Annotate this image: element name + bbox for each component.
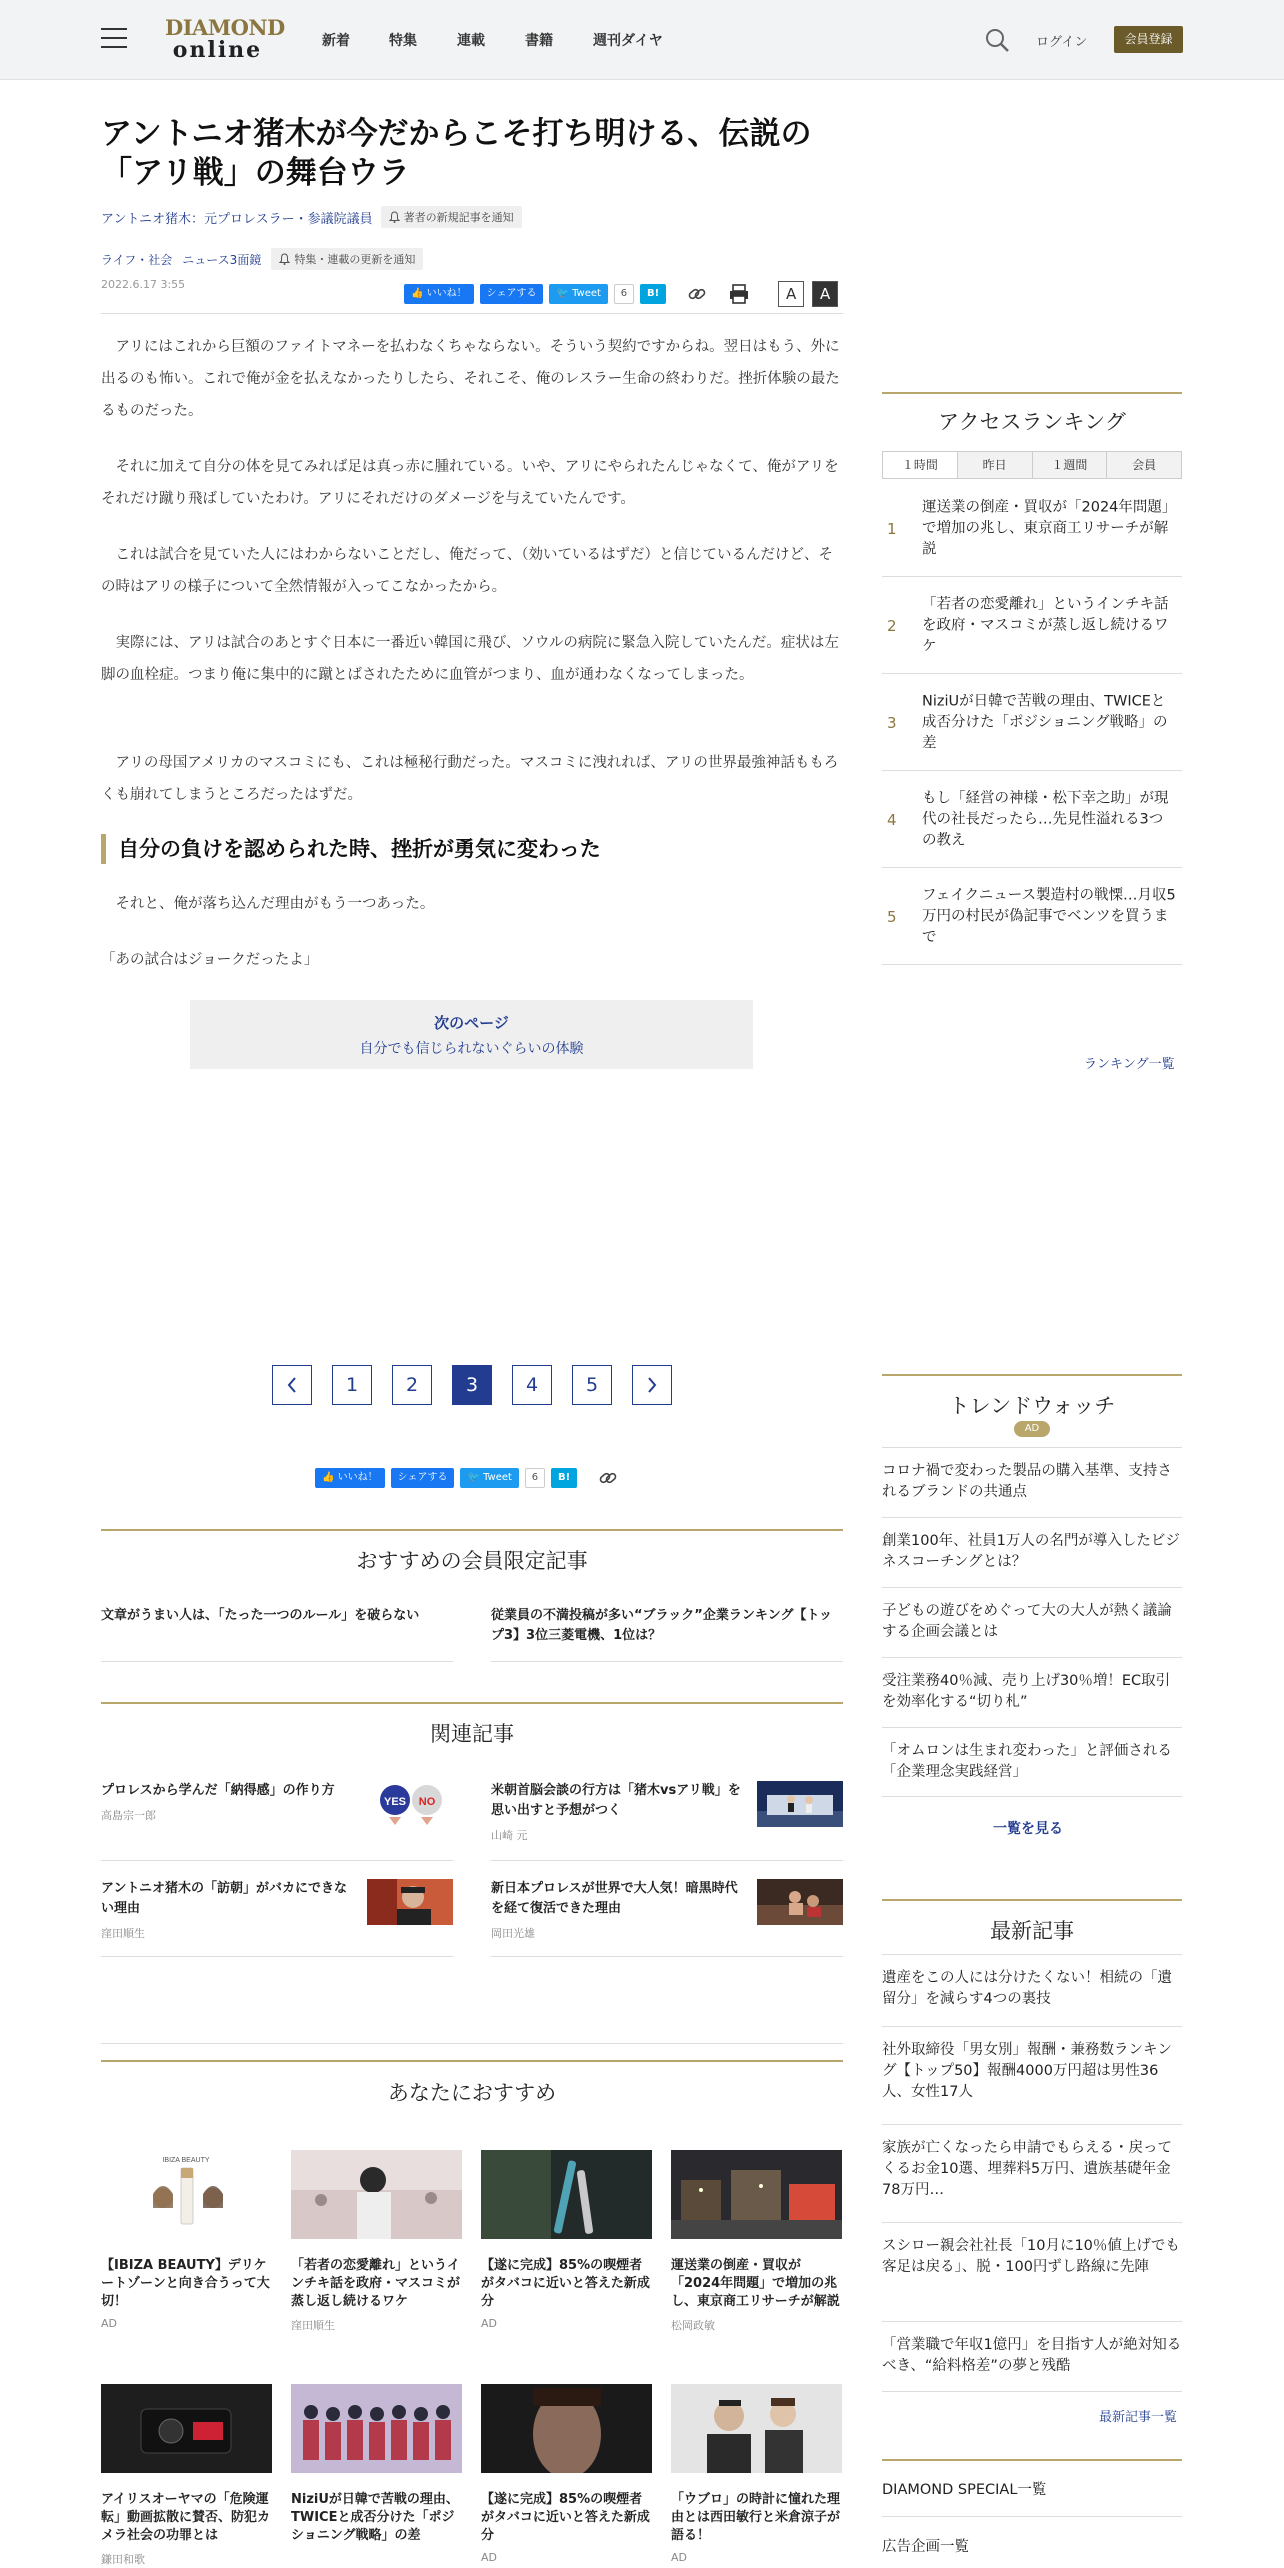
- trend-item[interactable]: 「オムロンは生まれ変わった」と評価される「企業理念実践経営」: [882, 1743, 1172, 1780]
- ranking-item[interactable]: [882, 675, 1182, 771]
- divider: [882, 2124, 1182, 2125]
- ranking-number: 5: [887, 908, 897, 926]
- like-label: いいね！: [337, 1472, 378, 1483]
- ad-features-link[interactable]: 広告企画一覧: [882, 2539, 969, 2555]
- divider: [882, 1517, 1182, 1518]
- divider: [101, 1860, 453, 1861]
- hatena-bookmark-button[interactable]: B!: [640, 284, 666, 304]
- tweet-label: Tweet: [483, 1472, 512, 1483]
- divider: [882, 1796, 1182, 1797]
- link-icon[interactable]: [597, 1467, 619, 1489]
- related-title: 関連記事: [430, 1722, 514, 1746]
- logo-line2: online: [172, 37, 263, 63]
- font-size-large-button[interactable]: A: [812, 281, 838, 307]
- print-icon[interactable]: [728, 283, 750, 305]
- recommend-card-meta: AD: [481, 2317, 497, 2330]
- next-page-button[interactable]: [632, 1365, 672, 1405]
- section-divider: [882, 1374, 1182, 1376]
- tweet-count: 6: [525, 1468, 545, 1488]
- dashcam-image: [101, 2384, 272, 2473]
- paragraph: 実際には、アリは試合のあとすぐ日本に一番近い韓国に飛び、ソウルの病院に緊急入院していたんだ。症状は左脚の血栓症。つまり俺に集中的に蹴とばされたために血管がつまり、血が通わなくなってしまった。: [101, 635, 839, 683]
- street-photo: [291, 2150, 462, 2239]
- related-item[interactable]: [491, 1781, 843, 1843]
- author-notify-button[interactable]: [381, 206, 522, 228]
- ranking-item[interactable]: [882, 481, 1182, 577]
- category-link-news[interactable]: ニュース3面鏡: [182, 252, 262, 267]
- ranking-item[interactable]: [882, 869, 1182, 965]
- related-item-author: 岡田光雄: [491, 1927, 535, 1940]
- recommend-card-meta: AD: [101, 2317, 117, 2330]
- section-divider: [882, 2459, 1182, 2461]
- paragraph: それと、俺が落ち込んだ理由がもう一つあった。: [101, 896, 435, 912]
- recommend-card-title: アイリスオーヤマの「危険運転」動画拡散に賛否、防犯カメラ社会の功罪とは: [101, 2492, 271, 2543]
- recommend-card-meta: AD: [671, 2551, 687, 2564]
- font-size-small-button[interactable]: A: [778, 281, 804, 307]
- ranking-item-title: もし「経営の神様・松下幸之助」が現代の社長だったら…先見性溢れる3つの教え: [922, 790, 1169, 848]
- login-link[interactable]: ログイン: [1036, 35, 1088, 50]
- ad-badge: AD: [1014, 1421, 1050, 1437]
- bird-icon: 🐦: [467, 1472, 484, 1483]
- divider: [101, 313, 843, 314]
- latest-item[interactable]: 遺産をこの人には分けたくない！相続の「遺留分」を減らす4つの裏技: [882, 1970, 1172, 2007]
- recommend-card-title: 「ウブロ」の時計に憧れた理由とは西田敏行と米倉涼子が語る！: [671, 2492, 841, 2543]
- recommend-card[interactable]: [101, 2384, 272, 2567]
- recommend-card-title: 「若者の恋愛離れ」というインチキ話を政府・マスコミが蒸し返し続けるワケ: [291, 2258, 461, 2309]
- member-recs-title: おすすめの会員限定記事: [356, 1549, 588, 1573]
- ranking-more-link[interactable]: ランキング一覧: [1084, 1057, 1175, 1072]
- ranking-item-title: 運送業の倒産・買収が「2024年問題」で増加の兆し、東京商工リサーチが解説: [922, 499, 1177, 557]
- related-item[interactable]: [101, 1781, 453, 1823]
- wrestling-photo: [757, 1781, 843, 1827]
- tweet-button[interactable]: [460, 1468, 519, 1488]
- next-page-link[interactable]: [190, 1000, 753, 1069]
- paragraph: アリにはこれから巨額のファイトマネーを払わなくちゃならない。そういう契約ですからね。翌日はもう、外に出るのも怖い。これで俺が金を払えなかったりしたら、それこそ、俺のレスラー生命の終わりだ。挫折体験の最たるものだった。: [101, 339, 840, 419]
- paragraph: それに加えて自分の体を見てみれば足は真っ赤に腫れている。いや、アリにやられたんじゃなくて、俺がアリをそれだけ蹴り飛ばしていたわけ。アリにそれだけのダメージを与えていたんです。: [101, 459, 839, 507]
- divider: [882, 2516, 1182, 2517]
- menu-icon[interactable]: [101, 28, 127, 50]
- card-image-text: IBIZA BEAUTY: [162, 2157, 210, 2164]
- divider: [491, 1661, 843, 1662]
- group-photo: [291, 2384, 462, 2473]
- share-bar-top: [404, 281, 838, 307]
- bell-icon: [279, 253, 290, 265]
- page-button-4[interactable]: 4: [512, 1365, 552, 1405]
- nav-books[interactable]: 書籍: [525, 33, 553, 49]
- nav-new[interactable]: 新着: [322, 33, 350, 49]
- related-item-title: 米朝首脳会談の行方は「猪木vsアリ戦」を思い出すと予想がつく: [491, 1783, 741, 1818]
- divider: [882, 1954, 1182, 1955]
- author-notify-label: 著者の新規記事を通知: [403, 211, 514, 224]
- recommend-card-title: NiziUが日韓で苦戦の理由、TWICEと成否分けた「ポジショニング戦略」の差: [291, 2492, 459, 2543]
- divider: [882, 1587, 1182, 1588]
- recommend-card-meta: 松岡政敏: [671, 2319, 715, 2332]
- yes-no-image: [367, 1781, 453, 1827]
- recommend-card[interactable]: [101, 2150, 272, 2330]
- ranking-item-title: 「若者の恋愛離れ」というインチキ話を政府・マスコミが蒸し返し続けるワケ: [922, 596, 1169, 654]
- chevron-left-icon: [285, 1366, 299, 1404]
- share-bar-bottom: [315, 1467, 619, 1489]
- related-item[interactable]: [101, 1879, 453, 1941]
- latest-item[interactable]: スシロー親会社社長「10月に10％値上げでも客足は戻る」、脱・100円ずし路線に先陣: [882, 2238, 1180, 2275]
- latest-item[interactable]: 「営業職で年収1億円」を目指す人が絶対知るべき、“給料格差”の夢と残酷: [882, 2337, 1182, 2374]
- section-divider: [101, 2060, 843, 2062]
- portrait-photo: [367, 1879, 453, 1925]
- section-heading: 自分の負けを認められた時、挫折が勇気に変わった: [101, 834, 843, 864]
- recommend-card[interactable]: [671, 2150, 842, 2333]
- tweet-count: 6: [614, 284, 634, 304]
- ranking-number: 3: [887, 714, 897, 732]
- ranking-item-title: フェイクニュース製造村の戦慄…月収5万円の村民が偽記事でベンツを買うまで: [922, 887, 1176, 945]
- ranking-tabs: [882, 451, 1182, 479]
- ranking-item[interactable]: [882, 772, 1182, 868]
- recommend-card[interactable]: [481, 2150, 652, 2330]
- section-divider: [101, 1702, 843, 1704]
- share-button[interactable]: シェアする: [391, 1468, 455, 1488]
- latest-item[interactable]: 家族が亡くなったら申請でもらえる・戻ってくるお金10選、埋葬料5万円、遺族基礎年金78万円…: [882, 2140, 1172, 2198]
- related-item-title: アントニオ猪木の「訪朝」がバカにできない理由: [101, 1881, 347, 1916]
- paragraph: アリの母国アメリカのマスコミにも、これは極秘行動だった。マスコミに洩れれば、アリの世界最強神話ももろくも崩れてしまうところだったはずだ。: [101, 755, 839, 803]
- feature-notify-label: 特集・連載の更新を通知: [294, 253, 416, 266]
- divider: [101, 1956, 453, 1957]
- like-button[interactable]: [315, 1468, 385, 1488]
- related-item-title: 新日本プロレスが世界で大人気！暗黒時代を経て復活できた理由: [491, 1881, 738, 1916]
- bell-icon: [389, 211, 400, 223]
- recommend-card[interactable]: [291, 2150, 462, 2333]
- prev-page-button[interactable]: [272, 1365, 312, 1405]
- divider: [882, 1727, 1182, 1728]
- bird-icon: 🐦: [556, 288, 573, 299]
- recommend-card-title: 【IBIZA BEAUTY】デリケートゾーンと向き合うって大切！: [101, 2258, 270, 2309]
- pagination: [272, 1365, 672, 1405]
- divider: [882, 2391, 1182, 2392]
- latest-title: 最新記事: [990, 1919, 1074, 1943]
- night-street-photo: [671, 2150, 842, 2239]
- section-divider: [101, 1529, 843, 1531]
- divider: [882, 1657, 1182, 1658]
- trend-item[interactable]: コロナ禍で変わった製品の購入基準、支持されるブランドの共通点: [882, 1463, 1172, 1500]
- section-divider: [882, 392, 1182, 394]
- latest-item[interactable]: 社外取締役「男女別」報酬・兼務数ランキング【トップ50】報酬4000万円超は男性36人、女性17人: [882, 2042, 1172, 2100]
- publish-date: 2022.6.17 3:55: [101, 278, 186, 291]
- tab-yesterday[interactable]: 昨日: [957, 452, 1032, 478]
- page-button-1[interactable]: 1: [332, 1365, 372, 1405]
- site-logo[interactable]: [165, 15, 285, 65]
- no-label: NO: [418, 1796, 436, 1808]
- diamond-special-link[interactable]: DIAMOND SPECIAL一覧: [882, 2482, 1047, 2498]
- trend-title: トレンドウォッチ: [948, 1394, 1116, 1418]
- related-item-author: 山崎 元: [491, 1829, 528, 1842]
- related-item[interactable]: [491, 1879, 843, 1941]
- site-header: [0, 0, 1284, 80]
- tab-1hour[interactable]: １時間: [883, 452, 957, 478]
- link-icon[interactable]: [686, 283, 708, 305]
- recommend-card-meta: 鎌田和歌: [101, 2553, 145, 2566]
- member-rec-link[interactable]: 従業員の不満投稿が多い“ブラック”企業ランキング【トップ3】3位三菱電機、1位は？: [491, 1608, 833, 1643]
- ranking-number: 2: [887, 617, 897, 635]
- tweet-label: Tweet: [572, 288, 601, 299]
- feature-notify-button[interactable]: [271, 248, 423, 270]
- paragraph: 「あの試合はジョークだったよ」: [101, 952, 319, 968]
- share-button[interactable]: シェアする: [480, 284, 544, 304]
- author-row: [101, 206, 522, 228]
- hatena-bookmark-button[interactable]: B!: [551, 1468, 577, 1488]
- related-item-title: プロレスから学んだ「納得感」の作り方: [101, 1783, 335, 1798]
- like-button[interactable]: [404, 284, 474, 304]
- logo-line1: DIAMOND: [165, 15, 285, 40]
- category-link-life[interactable]: ライフ・社会: [101, 252, 173, 267]
- tab-1week[interactable]: １週間: [1032, 452, 1107, 478]
- nav-series[interactable]: 連載: [457, 33, 485, 49]
- divider: [882, 2321, 1182, 2322]
- chevron-right-icon: [645, 1366, 659, 1404]
- trend-item[interactable]: 創業100年、社員1万人の名門が導入したビジネスコーチングとは？: [882, 1533, 1180, 1570]
- related-item-author: 高島宗一郎: [101, 1809, 156, 1822]
- category-row: [101, 248, 423, 270]
- nav-feature[interactable]: 特集: [389, 33, 417, 49]
- cosmetic-product-image: [101, 2150, 272, 2239]
- face-closeup-image: [481, 2384, 652, 2473]
- divider: [101, 1661, 453, 1662]
- divider: [882, 1447, 1182, 1448]
- related-item-author: 窪田順生: [101, 1927, 145, 1940]
- page-button-5[interactable]: 5: [572, 1365, 612, 1405]
- recommend-card[interactable]: [671, 2384, 842, 2564]
- ranking-number: 4: [887, 811, 897, 829]
- trend-item[interactable]: 受注業務40％減、売り上げ30％増！EC取引を効率化する“切り札”: [882, 1673, 1171, 1710]
- recommend-card-title: 【遂に完成】85%の喫煙者がタバコに近いと答えた新成分: [481, 2492, 650, 2543]
- two-men-photo: [671, 2384, 842, 2473]
- tweet-button[interactable]: [549, 284, 608, 304]
- divider: [882, 2222, 1182, 2223]
- register-button[interactable]: 会員登録: [1114, 26, 1183, 53]
- ranking-title: アクセスランキング: [938, 410, 1126, 434]
- page-button-current[interactable]: 3: [452, 1365, 492, 1405]
- recommend-card-title: 運送業の倒産・買収が「2024年問題」で増加の兆し、東京商工リサーチが解説: [671, 2258, 840, 2309]
- trend-more-link[interactable]: 一覧を見る: [993, 1821, 1063, 1837]
- recommend-card-meta: AD: [481, 2551, 497, 2564]
- thumb-icon: 👍: [411, 288, 427, 299]
- for-you-title: あなたにおすすめ: [387, 2081, 557, 2105]
- article-title: アントニオ猪木が今だからこそ打ち明ける、伝説の「アリ戦」の舞台ウラ: [101, 116, 812, 191]
- ranking-item[interactable]: [882, 578, 1182, 674]
- next-page-title: 自分でも信じられないぐらいの体験: [359, 1041, 584, 1057]
- ranking-number: 1: [887, 520, 897, 538]
- nav-weekly[interactable]: 週刊ダイヤ: [593, 33, 663, 49]
- section-divider: [882, 1899, 1182, 1901]
- member-rec-link[interactable]: 文章がうまい人は、「たった一つのルール」を破らない: [101, 1608, 420, 1623]
- divider: [882, 2026, 1182, 2027]
- trend-item[interactable]: 子どもの遊びをめぐって大の大人が熱く議論する企画会議とは: [882, 1603, 1172, 1640]
- heated-tobacco-image: [481, 2150, 652, 2239]
- page-button-2[interactable]: 2: [392, 1365, 432, 1405]
- recommend-card-title: 【遂に完成】85%の喫煙者がタバコに近いと答えた新成分: [481, 2258, 650, 2309]
- divider: [491, 1956, 843, 1957]
- recommend-card[interactable]: [291, 2384, 462, 2545]
- paragraph: これは試合を見ていた人にはわからないことだし、俺だって、（効いているはずだ）と信じているんだけど、その時はアリの様子について全然情報が入ってこなかったから。: [101, 547, 833, 595]
- recommend-card-meta: 窪田順生: [291, 2319, 335, 2332]
- ranking-item-title: NiziUが日韓で苦戦の理由、TWICEと成否分けた「ポジショニング戦略」の差: [922, 693, 1168, 751]
- search-icon[interactable]: [984, 27, 1010, 53]
- author-link[interactable]: アントニオ猪木：元プロレスラー・参議院議員: [101, 211, 373, 227]
- wrestling-match-photo: [757, 1879, 843, 1925]
- yes-label: YES: [383, 1796, 407, 1808]
- like-label: いいね！: [426, 288, 467, 299]
- recommend-card[interactable]: [481, 2384, 652, 2564]
- tab-member[interactable]: 会員: [1106, 452, 1181, 478]
- thumb-icon: 👍: [322, 1472, 338, 1483]
- divider: [491, 1860, 843, 1861]
- next-page-label: 次のページ: [434, 1014, 509, 1032]
- latest-more-link[interactable]: 最新記事一覧: [1099, 2410, 1178, 2425]
- divider: [101, 2043, 843, 2044]
